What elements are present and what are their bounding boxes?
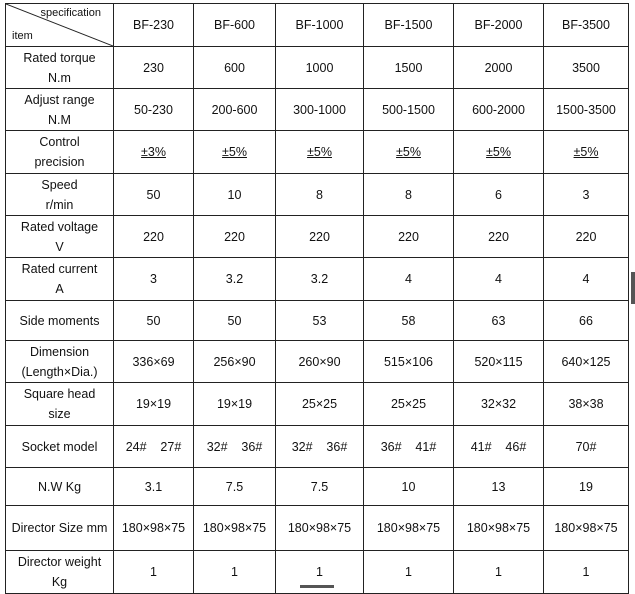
- value-cell: [194, 174, 276, 216]
- value-cell: [454, 131, 544, 174]
- header-row: [6, 4, 629, 47]
- row-label-line: V: [55, 239, 64, 254]
- row-label-line: Side moments: [19, 313, 100, 328]
- value-cell: [544, 383, 629, 426]
- value-cell: [544, 551, 629, 594]
- value-cell: [114, 47, 194, 89]
- value-cell: [194, 131, 276, 174]
- value-cell: [114, 383, 194, 426]
- value-cell: [544, 47, 629, 89]
- resize-handle[interactable]: [300, 585, 334, 588]
- value-cell: [364, 301, 454, 341]
- row-label-line: Square head: [23, 387, 96, 401]
- value-cell: [544, 131, 629, 174]
- value-cell: [114, 506, 194, 551]
- row-label-line: precision: [34, 155, 85, 169]
- cell-value: 180×98×75: [287, 521, 352, 535]
- model-header: BF-230: [114, 4, 194, 47]
- cell-value: 50: [146, 313, 161, 328]
- value-cell: [194, 426, 276, 468]
- value-cell: [364, 174, 454, 216]
- cell-value: 220: [575, 229, 597, 244]
- cell-value: 1500: [394, 60, 423, 75]
- cell-value: 19: [579, 479, 593, 494]
- row-label-line: Rated current: [21, 262, 98, 276]
- value-cell: [194, 216, 276, 258]
- value-cell: [544, 506, 629, 551]
- cell-value: 13: [491, 479, 506, 494]
- value-cell: [114, 89, 194, 131]
- cell-value: 58: [401, 313, 416, 328]
- specification-table: [5, 3, 629, 594]
- value-cell: [364, 47, 454, 89]
- value-cell: [276, 131, 364, 174]
- cell-value: 515×106: [383, 354, 433, 369]
- value-cell: [114, 426, 194, 468]
- value-cell: [114, 468, 194, 506]
- corner-spec-label: specification: [40, 7, 101, 19]
- cell-value: 260×90: [298, 354, 341, 369]
- row-label: [6, 341, 114, 383]
- cell-value: 1: [316, 565, 323, 579]
- value-cell: [364, 506, 454, 551]
- cell-value: 6: [495, 187, 502, 202]
- value-cell: [194, 47, 276, 89]
- cell-value: 1: [231, 565, 238, 579]
- value-cell: [364, 341, 454, 383]
- value-cell: [454, 258, 544, 301]
- cell-value: 19×19: [135, 397, 172, 411]
- row-label-line: (Length×Dia.): [21, 364, 98, 379]
- cell-value: 50: [146, 187, 161, 202]
- cell-value: 10: [227, 187, 242, 202]
- value-cell: [454, 341, 544, 383]
- row-label: [6, 131, 114, 174]
- value-cell: [114, 258, 194, 301]
- value-cell: [276, 258, 364, 301]
- cell-value: 4: [495, 272, 502, 286]
- row-label-line: Director weight: [17, 555, 102, 569]
- value-cell: [544, 258, 629, 301]
- value-cell: [114, 216, 194, 258]
- value-cell: [114, 551, 194, 594]
- cell-value: 4: [405, 272, 412, 286]
- row-label: [6, 258, 114, 301]
- value-cell: [194, 258, 276, 301]
- value-cell: [194, 468, 276, 506]
- value-cell: [276, 383, 364, 426]
- cell-value: 50: [227, 313, 242, 328]
- cell-value: ±3%: [141, 145, 166, 159]
- table-row: [6, 468, 629, 506]
- cell-value: 500-1500: [382, 102, 435, 117]
- row-label-line: Kg: [51, 575, 68, 589]
- cell-value: 38×38: [568, 397, 604, 411]
- cell-value: 1: [150, 565, 157, 579]
- value-cell: [114, 131, 194, 174]
- cell-value: 10: [401, 479, 416, 494]
- cell-value: 3500: [572, 60, 600, 75]
- cell-value: 7.5: [310, 479, 329, 494]
- cell-value: 50-230: [134, 102, 173, 117]
- value-cell: [276, 89, 364, 131]
- cell-value: 2000: [484, 60, 513, 75]
- value-cell: [276, 174, 364, 216]
- cell-value: 3.2: [310, 272, 329, 286]
- cell-value: 3.2: [225, 272, 244, 286]
- value-cell: [276, 468, 364, 506]
- row-label: [6, 216, 114, 258]
- value-cell: [364, 258, 454, 301]
- value-cell: [544, 174, 629, 216]
- row-label: [6, 551, 114, 594]
- table-row: [6, 131, 629, 174]
- cell-value: 180×98×75: [466, 521, 531, 535]
- cell-value: 336×69: [132, 354, 175, 369]
- table-row: [6, 216, 629, 258]
- row-label-line: A: [55, 282, 64, 296]
- row-label: [6, 383, 114, 426]
- value-cell: [454, 89, 544, 131]
- cell-value: 1: [405, 565, 412, 579]
- value-cell: [544, 216, 629, 258]
- value-cell: [276, 47, 364, 89]
- value-cell: [114, 174, 194, 216]
- value-cell: [364, 216, 454, 258]
- value-cell: [114, 341, 194, 383]
- value-cell: [364, 89, 454, 131]
- row-label: [6, 89, 114, 131]
- cell-value: 220: [224, 229, 245, 244]
- cell-value: 220: [398, 229, 419, 244]
- corner-item-label: item: [12, 30, 33, 42]
- row-label-line: r/min: [45, 197, 74, 212]
- cell-value: 180×98×75: [121, 521, 186, 535]
- value-cell: [276, 426, 364, 468]
- cell-value: ±5%: [486, 145, 511, 159]
- corner-cell: [6, 4, 114, 47]
- value-cell: [544, 89, 629, 131]
- value-cell: [544, 341, 629, 383]
- cell-value: 70#: [575, 439, 597, 454]
- value-cell: [364, 383, 454, 426]
- cell-value: 41# 46#: [470, 439, 527, 454]
- cell-value: 1500-3500: [556, 102, 616, 117]
- value-cell: [276, 506, 364, 551]
- cell-value: 36# 41#: [380, 439, 437, 454]
- cell-value: ±5%: [573, 145, 599, 159]
- value-cell: [194, 301, 276, 341]
- cell-value: 53: [312, 313, 327, 328]
- cell-value: 220: [488, 229, 509, 244]
- cell-value: 3: [150, 272, 157, 286]
- row-label-line: size: [48, 407, 71, 421]
- cell-value: 19×19: [216, 397, 253, 411]
- model-header: BF-3500: [544, 4, 629, 47]
- value-cell: [364, 468, 454, 506]
- value-cell: [454, 551, 544, 594]
- cell-value: 1: [582, 565, 590, 579]
- cell-value: 32×32: [480, 397, 517, 411]
- cell-value: 180×98×75: [376, 521, 441, 535]
- table-row: [6, 258, 629, 301]
- value-cell: [454, 174, 544, 216]
- cell-value: 520×115: [474, 354, 523, 369]
- value-cell: [194, 341, 276, 383]
- table-row: [6, 174, 629, 216]
- row-label-line: Socket model: [21, 439, 98, 454]
- cell-value: 600: [224, 60, 245, 75]
- value-cell: [276, 216, 364, 258]
- cell-value: 32# 36#: [291, 439, 348, 454]
- value-cell: [276, 301, 364, 341]
- table-row: [6, 89, 629, 131]
- row-label-line: Rated voltage: [20, 219, 99, 234]
- cell-value: 63: [491, 313, 506, 328]
- value-cell: [364, 551, 454, 594]
- row-label-line: Speed: [41, 177, 78, 192]
- cell-value: 600-2000: [472, 102, 525, 117]
- table-row: [6, 383, 629, 426]
- cell-value: 220: [309, 229, 330, 244]
- value-cell: [454, 47, 544, 89]
- value-cell: [454, 468, 544, 506]
- cell-value: 3.1: [144, 479, 163, 494]
- value-cell: [454, 216, 544, 258]
- cell-value: 220: [143, 229, 164, 244]
- value-cell: [194, 89, 276, 131]
- model-header: BF-1500: [364, 4, 454, 47]
- value-cell: [194, 551, 276, 594]
- row-label: [6, 47, 114, 89]
- row-label-line: Director Size mm: [11, 521, 108, 535]
- cell-value: 7.5: [225, 479, 244, 494]
- cell-value: ±5%: [222, 145, 247, 159]
- scrollbar-marker: [631, 272, 635, 304]
- model-header: BF-1000: [276, 4, 364, 47]
- row-label: [6, 506, 114, 551]
- table-row: [6, 506, 629, 551]
- cell-value: 25×25: [301, 397, 338, 411]
- row-label: [6, 174, 114, 216]
- cell-value: 32# 36#: [206, 439, 263, 454]
- value-cell: [364, 131, 454, 174]
- cell-value: 25×25: [390, 397, 427, 411]
- cell-value: 66: [579, 313, 593, 328]
- cell-value: 230: [143, 60, 164, 75]
- row-label-line: N.m: [48, 70, 71, 85]
- value-cell: [454, 426, 544, 468]
- cell-value: 8: [405, 187, 412, 202]
- value-cell: [454, 383, 544, 426]
- value-cell: [194, 506, 276, 551]
- cell-value: 180×98×75: [554, 521, 618, 535]
- cell-value: 3: [582, 187, 590, 202]
- cell-value: 180×98×75: [202, 521, 267, 535]
- row-label-line: N.W Kg: [37, 479, 82, 494]
- cell-value: 1000: [305, 60, 334, 75]
- cell-value: ±5%: [307, 145, 332, 159]
- value-cell: [454, 506, 544, 551]
- cell-value: 200-600: [211, 102, 258, 117]
- cell-value: 256×90: [213, 354, 256, 369]
- value-cell: [276, 341, 364, 383]
- value-cell: [454, 301, 544, 341]
- cell-value: 640×125: [561, 354, 611, 369]
- value-cell: [544, 301, 629, 341]
- value-cell: [364, 426, 454, 468]
- row-label-line: Adjust range: [24, 92, 95, 107]
- row-label-line: N.M: [48, 112, 71, 127]
- row-label-line: Rated torque: [23, 50, 96, 65]
- table-row: [6, 341, 629, 383]
- model-header: BF-600: [194, 4, 276, 47]
- model-header: BF-2000: [454, 4, 544, 47]
- table-row: [6, 47, 629, 89]
- row-label: [6, 301, 114, 341]
- value-cell: [194, 383, 276, 426]
- row-label: [6, 426, 114, 468]
- cell-value: 8: [316, 187, 323, 202]
- cell-value: 24# 27#: [125, 439, 182, 454]
- value-cell: [544, 426, 629, 468]
- table-row: [6, 426, 629, 468]
- table-row: [6, 301, 629, 341]
- cell-value: 300-1000: [293, 102, 346, 117]
- value-cell: [114, 301, 194, 341]
- cell-value: 1: [495, 565, 502, 579]
- row-label: [6, 468, 114, 506]
- row-label-line: Dimension: [29, 344, 90, 359]
- row-label-line: Control: [39, 135, 80, 149]
- cell-value: ±5%: [396, 145, 421, 159]
- value-cell: [544, 468, 629, 506]
- cell-value: 4: [582, 272, 590, 286]
